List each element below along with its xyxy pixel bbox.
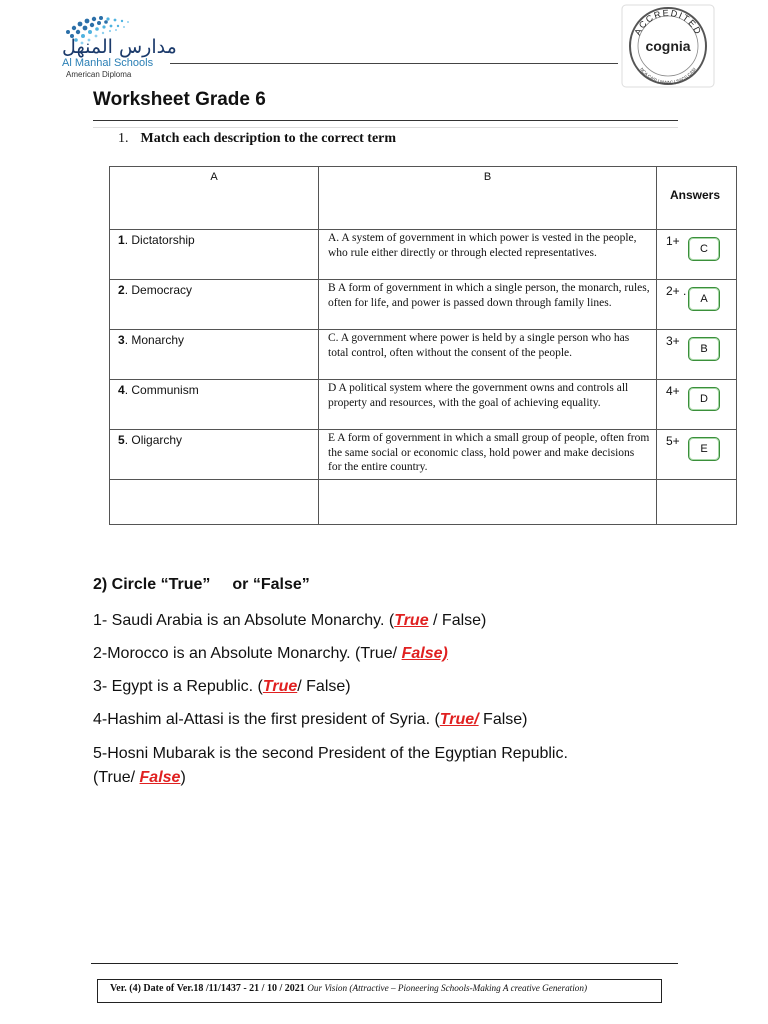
footer-vision: Our Vision (Attractive – Pioneering Schools-Making A creative Generation): [307, 983, 588, 993]
answer-box[interactable]: D: [688, 387, 720, 411]
answer-cell: [657, 280, 737, 330]
term-label: . Dictatorship: [124, 233, 195, 247]
header-column-a: A: [110, 167, 319, 230]
circled-answer: False): [401, 645, 448, 662]
answer-box[interactable]: C: [688, 237, 720, 261]
answer-cell: [657, 230, 737, 280]
statement-end: / False): [297, 678, 351, 695]
description-letter: E: [328, 432, 336, 444]
circled-answer: True/: [439, 711, 479, 728]
statement-end: False): [478, 711, 528, 728]
description-cell: [319, 380, 657, 430]
term-cell: [110, 280, 319, 330]
circled-answer: False: [139, 769, 181, 786]
answer-cell: [657, 380, 737, 430]
answer-cell: [657, 430, 737, 480]
term-cell: [110, 430, 319, 480]
statement-text: (True/: [93, 769, 140, 786]
question-1-heading: [118, 131, 396, 147]
term-number: 2: [118, 283, 125, 297]
term-cell: [110, 330, 319, 380]
description-text: A system of government in which power is vested in the people, who rule either directly or through elected representatives.: [328, 232, 637, 259]
statement-text: 1- Saudi Arabia is an Absolute Monarchy. (: [93, 612, 395, 629]
footer-divider: [91, 963, 678, 964]
description-cell: [319, 230, 657, 280]
logo-english-name: Al Manhal Schools: [62, 57, 154, 69]
answer-box[interactable]: A: [688, 287, 720, 311]
answer-number: 4+: [666, 384, 680, 398]
question-1-text: Match each description to the correct term: [140, 131, 397, 146]
header-divider: [170, 63, 618, 64]
title-underline-light: [93, 127, 678, 128]
answer-number: 2+ .: [666, 284, 687, 298]
term-label: . Monarchy: [124, 333, 185, 347]
statement-text: 5-Hosni Mubarak is the second President of the Egyptian Republic.: [93, 745, 568, 762]
question-2-heading: [93, 576, 310, 594]
badge-bottom-text: NCA CASI | NWAC | SACS CASI: [639, 66, 697, 86]
circled-answer: True: [262, 678, 298, 695]
logo-arabic-name: مدارس المنهل: [62, 36, 177, 58]
empty-cell: [110, 480, 319, 525]
description-text: A political system where the government owns and controls all property and resources, with the goal of achieving equality.: [328, 382, 629, 409]
term-number: 3: [118, 333, 125, 347]
table-row: [110, 280, 737, 330]
question-1-number: 1.: [118, 131, 129, 146]
question-2-label-true: 2) Circle “True”: [93, 576, 211, 593]
footer-version: Ver. (4) Date of Ver.18 /11/1437 - 21 / 10 / 2021: [110, 983, 305, 994]
cognia-accreditation-badge: [620, 4, 716, 88]
answer-cell: [657, 330, 737, 380]
statement-text: 2-Morocco is an Absolute Monarchy. (True/: [93, 645, 402, 662]
table-row: [110, 380, 737, 430]
description-letter: B: [328, 282, 336, 294]
table-row: [110, 230, 737, 280]
description-text: . A government where power is held by a single person who has total control, often without the consent of the people.: [328, 332, 630, 359]
table-row: [110, 330, 737, 380]
true-false-item: [93, 745, 568, 763]
answer-box[interactable]: E: [688, 437, 720, 461]
term-label: . Oligarchy: [124, 433, 183, 447]
true-false-item: [93, 645, 448, 663]
answer-number: 3+: [666, 334, 680, 348]
worksheet-title: Worksheet Grade 6: [93, 89, 266, 110]
description-text: A form of government in which a single person, the monarch, rules, often for life, and power is passed down through family lines.: [328, 282, 650, 309]
badge-center-text: cognia: [645, 38, 691, 54]
term-cell: [110, 380, 319, 430]
true-false-item: [93, 711, 528, 729]
description-letter: D: [328, 382, 337, 394]
statement-end: / False): [428, 612, 487, 629]
table-header-row: [110, 167, 737, 230]
question-2-label-false: or “False”: [232, 576, 310, 593]
term-label: . Democracy: [124, 283, 193, 297]
term-number: 4: [118, 383, 125, 397]
header-column-b: B: [319, 167, 657, 230]
description-text: A form of government in which a small group of people, often from the same social or economic class, hold power and make decisions for the entire country.: [328, 432, 650, 473]
true-false-item: [93, 612, 486, 630]
title-underline: [93, 120, 678, 121]
circled-answer: True: [394, 612, 429, 629]
description-cell: [319, 430, 657, 480]
table-row: [110, 430, 737, 480]
term-cell: [110, 230, 319, 280]
statement-text: 4-Hashim al-Attasi is the first president of Syria. (: [93, 711, 440, 728]
true-false-item: [93, 678, 351, 696]
description-letter: C: [328, 332, 336, 344]
answer-number: 1+: [666, 234, 680, 248]
true-false-item-continued: [93, 769, 186, 787]
logo-subtitle: American Diploma: [66, 70, 132, 79]
term-label: . Communism: [124, 383, 199, 397]
footer-text: [110, 983, 587, 994]
matching-table: [109, 166, 737, 525]
empty-cell: [657, 480, 737, 525]
empty-cell: [319, 480, 657, 525]
statement-text: 3- Egypt is a Republic. (: [93, 678, 263, 695]
term-number: 1: [118, 233, 125, 247]
badge-top-text: ACCREDITED: [632, 7, 704, 37]
answer-number: 5+: [666, 434, 680, 448]
description-cell: [319, 280, 657, 330]
answer-box[interactable]: B: [688, 337, 720, 361]
header-answers: Answers: [657, 167, 737, 230]
statement-end: ): [180, 769, 186, 786]
table-empty-row: [110, 480, 737, 525]
description-cell: [319, 330, 657, 380]
term-number: 5: [118, 433, 125, 447]
description-letter: A.: [328, 232, 340, 244]
